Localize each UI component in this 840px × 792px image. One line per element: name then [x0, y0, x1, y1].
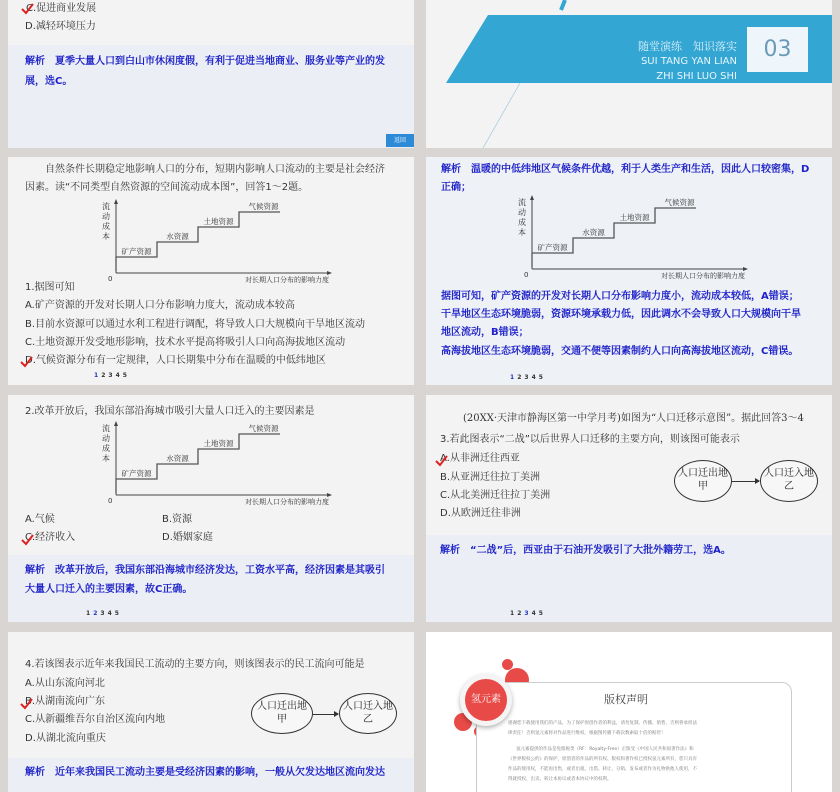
analysis-line: 据图可知，矿产资源的开发对长期人口分布影响力度小，流动成本较低，A错误；	[441, 291, 799, 302]
analysis-line: 干旱地区生态环境脆弱，资源环境承载力低，因此调水不会导致人口大规模向干旱	[441, 309, 801, 320]
page-link[interactable]: 5	[538, 610, 546, 617]
y-axis-label: 成	[102, 222, 110, 231]
option-a: A.气候	[25, 514, 55, 525]
analysis-line: 正确；	[441, 182, 471, 193]
analysis-text	[25, 564, 385, 578]
y-axis-label: 本	[102, 454, 110, 463]
page-link[interactable]: 1	[94, 372, 102, 379]
origin-label: 0	[108, 275, 113, 283]
return-button[interactable]: 返回	[386, 134, 414, 147]
step-label: 气候资源	[248, 202, 279, 211]
slide-8-copyright[interactable]	[426, 632, 832, 792]
copyright-text: 氢元素提供的作品是免版税类（RF：Royalty-Free）正版受《中国人民共和国著作法》和	[516, 747, 694, 752]
y-axis-arrow-icon	[530, 195, 534, 200]
page-link[interactable]: 5	[114, 610, 122, 617]
question: 2.改革开放后，我国东部沿海城市吸引大量人口迁入的主要因素是	[25, 406, 315, 417]
step-label: 水资源	[166, 454, 189, 463]
origin-node	[251, 693, 313, 734]
option-b: B.目前水资源可以通过水利工程进行调配，将导致人口大规模向干旱地区流动	[25, 319, 366, 330]
option-a: A.从非洲迁往西亚	[440, 453, 520, 464]
node-label: 甲	[277, 714, 287, 725]
analysis-text	[25, 766, 385, 780]
copyright-text: 作品的使用权，不能再出售，或者出租、出借、转让、分销、发布或者作为礼物供他人使用，不	[508, 767, 697, 772]
node-label: 乙	[363, 714, 373, 725]
analysis-line: 展，选C。	[25, 76, 73, 87]
analysis-panel	[8, 45, 414, 148]
analysis-line: 大量人口迁入的主要因素，故C正确。	[25, 584, 193, 595]
analysis-panel	[8, 758, 414, 792]
copyright-text: 感谢您下载使用我们的产品，为了保护原创作者的利益，请勿复制、传播、销售，否则将承担法	[508, 721, 697, 726]
step-line	[532, 208, 696, 267]
y-axis-label: 流	[102, 202, 110, 211]
page-link[interactable]: 5	[122, 372, 130, 379]
node-label: 人口迁出地	[257, 701, 307, 712]
analysis-line: “二战”后，西亚由于石油开发吸引了大批外籍劳工，选A。	[470, 545, 731, 556]
page-link[interactable]: 4	[107, 610, 115, 617]
analysis-label: 解析	[25, 565, 45, 576]
slide-3-question-1[interactable]	[8, 157, 414, 385]
page-link[interactable]: 4	[115, 372, 123, 379]
option-a: A.矿产资源的开发对长期人口分布影响力度大，流动成本较高	[25, 300, 295, 311]
y-axis-label: 流	[102, 424, 110, 433]
copyright-text: 《世界版权公约》的保护，原创者的作品的所有权、版权和著作权已授权氢元素所有，您只具有	[508, 757, 697, 762]
banner-shape	[426, 0, 832, 148]
origin-label: 0	[524, 271, 529, 279]
node-label: 人口迁入地	[343, 701, 393, 712]
option-c: C.促进商业发展	[26, 3, 97, 14]
question: 3.若此图表示“二战”以后世界人口迁移的主要方向，则该图可能表示	[440, 434, 740, 445]
slide-1[interactable]	[8, 0, 414, 148]
option-b: B.从湖南流向广东	[25, 696, 106, 707]
y-axis-label: 动	[518, 208, 526, 217]
step-line	[116, 434, 280, 493]
destination-node	[760, 460, 818, 502]
step-label: 矿产资源	[121, 247, 152, 256]
slide-4-analysis-1[interactable]	[426, 157, 832, 385]
analysis-line: 夏季大量人口到白山市休闲度假，有利于促进当地商业、服务业等产业的发	[55, 56, 385, 67]
page-link[interactable]: 3	[108, 372, 116, 379]
slide-5-question-2[interactable]	[8, 395, 414, 622]
node-label: 人口迁入地	[764, 468, 814, 479]
arrow-icon	[732, 481, 759, 482]
checkmark-icon	[21, 534, 34, 546]
page-link[interactable]: 2	[517, 610, 525, 617]
checkmark-icon	[435, 455, 448, 467]
x-axis-arrow-icon	[327, 493, 332, 497]
section-title-en2: ZHI SHI LUO SHI	[656, 71, 737, 82]
y-axis-label: 本	[102, 232, 110, 241]
y-axis-label: 流	[518, 198, 526, 207]
analysis-panel	[8, 555, 414, 622]
section-number: 03	[747, 27, 808, 72]
step-label: 气候资源	[664, 198, 695, 207]
analysis-line: 近年来我国民工流动主要是受经济因素的影响，一般从欠发达地区流向发达	[55, 767, 385, 778]
destination-node	[339, 693, 397, 734]
page-link[interactable]: 1	[86, 610, 94, 617]
option-c: C.从新疆维吾尔自治区流向内地	[25, 714, 166, 725]
arrow-icon	[313, 714, 338, 715]
analysis-line: 改革开放后，我国东部沿海城市经济发达，工资水平高，经济因素是其吸引	[55, 565, 385, 576]
intro-line: 自然条件长期稳定地影响人口的分布，短期内影响人口流动的主要是社会经济	[45, 164, 385, 175]
node-label: 乙	[784, 481, 794, 492]
analysis-panel	[426, 535, 832, 622]
x-axis-label: 对长期人口分布的影响力度	[661, 272, 745, 280]
pager[interactable]	[94, 372, 130, 379]
section-title-en1: SUI TANG YAN LIAN	[640, 56, 737, 67]
option-d: D.减轻环境压力	[25, 21, 96, 32]
copyright-text: 得就授权、出卖、转让本协议或者本协议中的权利。	[508, 777, 612, 782]
node-label: 人口迁出地	[678, 468, 728, 479]
x-axis-label: 对长期人口分布的影响力度	[245, 276, 329, 284]
pager[interactable]	[510, 374, 546, 381]
analysis-line: 地区流动，B错误；	[441, 327, 529, 338]
step-label: 矿产资源	[537, 243, 568, 252]
x-axis-arrow-icon	[743, 267, 748, 271]
step-label: 矿产资源	[121, 469, 152, 478]
option-d: D.婚姻家庭	[162, 532, 213, 543]
page-link[interactable]: 4	[531, 374, 539, 381]
page-link[interactable]: 3	[100, 610, 108, 617]
analysis-text	[441, 163, 809, 177]
checkmark-icon	[21, 3, 34, 15]
x-axis-label: 对长期人口分布的影响力度	[245, 498, 329, 506]
intro: (20XX·天津市静海区第一中学月考)如图为“人口迁移示意图”。据此回答3～4	[463, 413, 804, 424]
analysis-line: 温暖的中低纬地区气候条件优越，利于人类生产和生活，因此人口较密集，D	[471, 164, 810, 175]
y-axis-label: 动	[102, 434, 110, 443]
brand-logo: 氢元素	[460, 674, 512, 726]
y-axis-label: 本	[518, 228, 526, 237]
slide-6-question-3[interactable]	[426, 395, 832, 622]
x-axis-arrow-icon	[327, 271, 332, 275]
checkmark-icon	[20, 698, 33, 710]
analysis-label: 解析	[25, 767, 45, 778]
copyright-title: 版权声明	[604, 693, 648, 706]
node-label: 甲	[698, 481, 708, 492]
analysis-text	[25, 55, 385, 69]
pager[interactable]	[510, 610, 546, 617]
analysis-line: 高海拔地区生态环境脆弱，交通不便等因素制约人口向高海拔地区流动，C错误。	[441, 346, 799, 357]
y-axis-label: 成	[518, 218, 526, 227]
step-label: 土地资源	[203, 439, 234, 448]
y-axis-label: 成	[102, 444, 110, 453]
y-axis-label: 动	[102, 212, 110, 221]
option-a: A.从山东流向河北	[25, 678, 105, 689]
page-link[interactable]: 2	[517, 374, 525, 381]
page-link[interactable]: 1	[510, 610, 518, 617]
analysis-label: 解析	[441, 164, 461, 175]
analysis-label: 解析	[25, 56, 45, 67]
step-label: 水资源	[166, 232, 189, 241]
origin-node	[674, 460, 732, 502]
option-c: C.土地资源开发受地形影响，技术水平提高将吸引人口向高海拔地区流动	[25, 337, 346, 348]
option-d: D.气候资源分布有一定规律，人口长期集中分布在温暖的中低纬地区	[25, 355, 326, 366]
page-link[interactable]: 3	[524, 374, 532, 381]
analysis-text	[440, 544, 731, 558]
page-link[interactable]: 4	[531, 610, 539, 617]
slide-2-section-title[interactable]	[426, 0, 832, 148]
step-line	[116, 212, 280, 271]
page-link[interactable]: 1	[510, 374, 518, 381]
option-d: D.从欧洲迁往非洲	[440, 508, 521, 519]
flow-cost-chart	[100, 421, 340, 509]
slide-7-question-4[interactable]	[8, 632, 414, 792]
question: 1.据图可知	[25, 282, 75, 293]
origin-label: 0	[108, 497, 113, 505]
analysis-label: 解析	[440, 545, 460, 556]
option-c: C.经济收入	[25, 532, 76, 543]
step-label: 气候资源	[248, 424, 279, 433]
page-link[interactable]: 3	[524, 610, 532, 617]
flow-cost-chart	[100, 199, 340, 287]
option-b: B.从亚洲迁往拉丁美洲	[440, 472, 541, 483]
pager[interactable]	[86, 610, 122, 617]
page-link[interactable]: 2	[101, 372, 109, 379]
y-axis-arrow-icon	[114, 199, 118, 204]
flow-cost-chart	[516, 195, 756, 283]
checkmark-icon	[20, 356, 33, 368]
step-label: 水资源	[582, 228, 605, 237]
option-b: B.资源	[162, 514, 193, 525]
y-axis-arrow-icon	[114, 421, 118, 426]
page-link[interactable]: 5	[538, 374, 546, 381]
option-d: D.从湖北流向重庆	[25, 733, 106, 744]
step-label: 土地资源	[619, 213, 650, 222]
copyright-text: 律责任！否则氢元素将对作品进行维权，根据图传播下载次数索取十倍的赔偿！	[508, 731, 666, 736]
question: 4.若该图表示近年来我国民工流动的主要方向，则该图表示的民工流向可能是	[25, 659, 365, 670]
step-label: 土地资源	[203, 217, 234, 226]
page-link[interactable]: 2	[93, 610, 101, 617]
option-c: C.从北美洲迁往拉丁美洲	[440, 490, 551, 501]
section-title-cn: 随堂演练 知识落实	[638, 40, 737, 53]
intro-line: 因素。读“不同类型自然资源的空间流动成本图”，回答1～2题。	[25, 182, 309, 193]
